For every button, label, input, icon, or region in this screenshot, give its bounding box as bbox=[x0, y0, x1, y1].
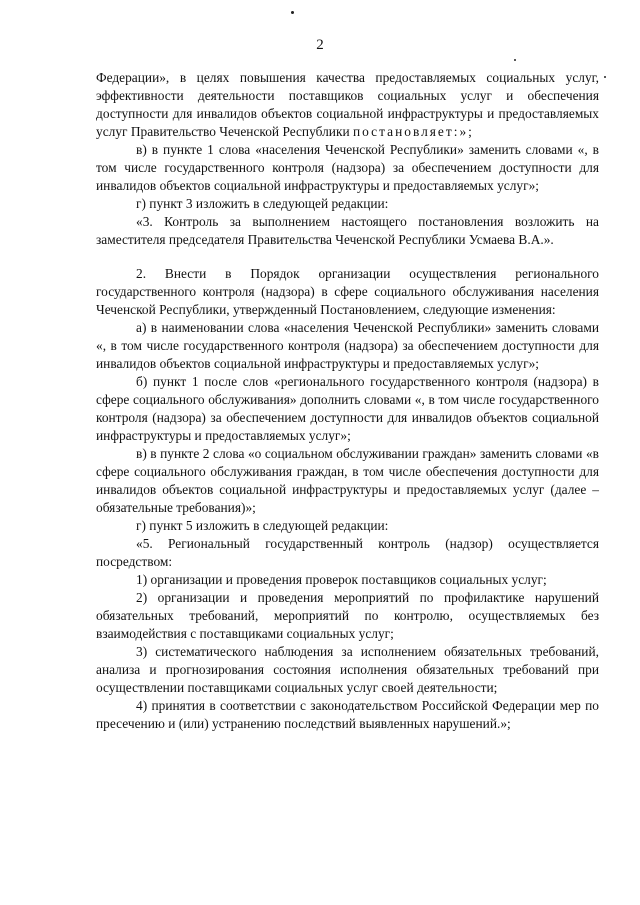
paragraph-continuation bbox=[96, 69, 599, 141]
paragraph-item-a: а) в наименовании слова «населения Чеченской Республики» заменить словами «, в том числе государственного контроля (надзора) за обеспечением доступности для инвалидов объектов социальной инфраструктуры и предоставляемых услуг»; bbox=[96, 320, 599, 371]
list-item-4: 4) принятия в соответствии с законодательством Российской Федерации мер по пресечению и (или) устранению последствий выявленных нарушений.»; bbox=[96, 698, 599, 731]
paragraph-item-b: б) пункт 1 после слов «регионального государственного контроля (надзора) в сфере социального обслуживания» дополнить словами «, в том числе государственного контроля (надзора) за обеспечением доступности для инвалидов объектов социальной инфраструктуры и предоставляемых услуг»; bbox=[96, 374, 599, 443]
document-body bbox=[96, 69, 599, 733]
page-number: 2 bbox=[316, 37, 324, 53]
paragraph-quote-5: «5. Региональный государственный контроль (надзор) осуществляется посредством: bbox=[96, 536, 599, 569]
spaced-word-postanovlyaet: постановляет:»; bbox=[352, 124, 474, 139]
paragraph-item-g2: г) пункт 5 изложить в следующей редакции: bbox=[136, 518, 389, 533]
scan-speck-mid bbox=[514, 59, 516, 61]
paragraph-item-v2: в) в пункте 2 слова «о социальном обслуживании граждан» заменить словами «в сфере социального обслуживания граждан, в том числе обеспечения доступности для инвалидов объектов социальной инфраструктуры и предоставляемых услуг (далее – обязательные требования)»; bbox=[96, 446, 599, 515]
paragraph-item-g: г) пункт 3 изложить в следующей редакции: bbox=[136, 196, 389, 211]
paragraph-section-2: 2. Внести в Порядок организации осуществления регионального государственного контроля (надзора) в сфере социального обслуживания населения Чеченской Республики, утвержденный Постановлением, следующие изменения: bbox=[96, 266, 599, 317]
paragraph-item-v: в) в пункте 1 слова «населения Чеченской Республики» заменить словами «, в том числе государственного контроля (надзора) за обеспечением доступности для инвалидов объектов социальной инфраструктуры и предоставляемых услуг»; bbox=[96, 142, 599, 193]
list-item-3: 3) систематического наблюдения за исполнением обязательных требований, анализа и прогнозирования состояния исполнения обязательных требований при осуществлении поставщиками социальных услуг своей деятельности; bbox=[96, 644, 599, 695]
paragraph-text: Федерации», в целях повышения качества предоставляемых социальных услуг, эффективности деятельности поставщиков социальных услуг и обеспечения доступности для инвалидов объектов социальной инфраструктуры и предоставляемых услуг Правительство Чеченской Республики bbox=[96, 70, 599, 139]
list-item-1: 1) организации и проведения проверок поставщиков социальных услуг; bbox=[136, 572, 547, 587]
list-item-2: 2) организации и проведения мероприятий по профилактике нарушений обязательных требований, мероприятий по контролю, осуществляемых без взаимодействия с поставщиками социальных услуг; bbox=[96, 590, 599, 641]
scan-speck-top bbox=[291, 11, 294, 14]
scan-speck-right bbox=[604, 76, 606, 78]
paragraph-quote-3: «3. Контроль за выполнением настоящего постановления возложить на заместителя председателя Правительства Чеченской Республики Усмаева В.А.». bbox=[96, 214, 599, 247]
